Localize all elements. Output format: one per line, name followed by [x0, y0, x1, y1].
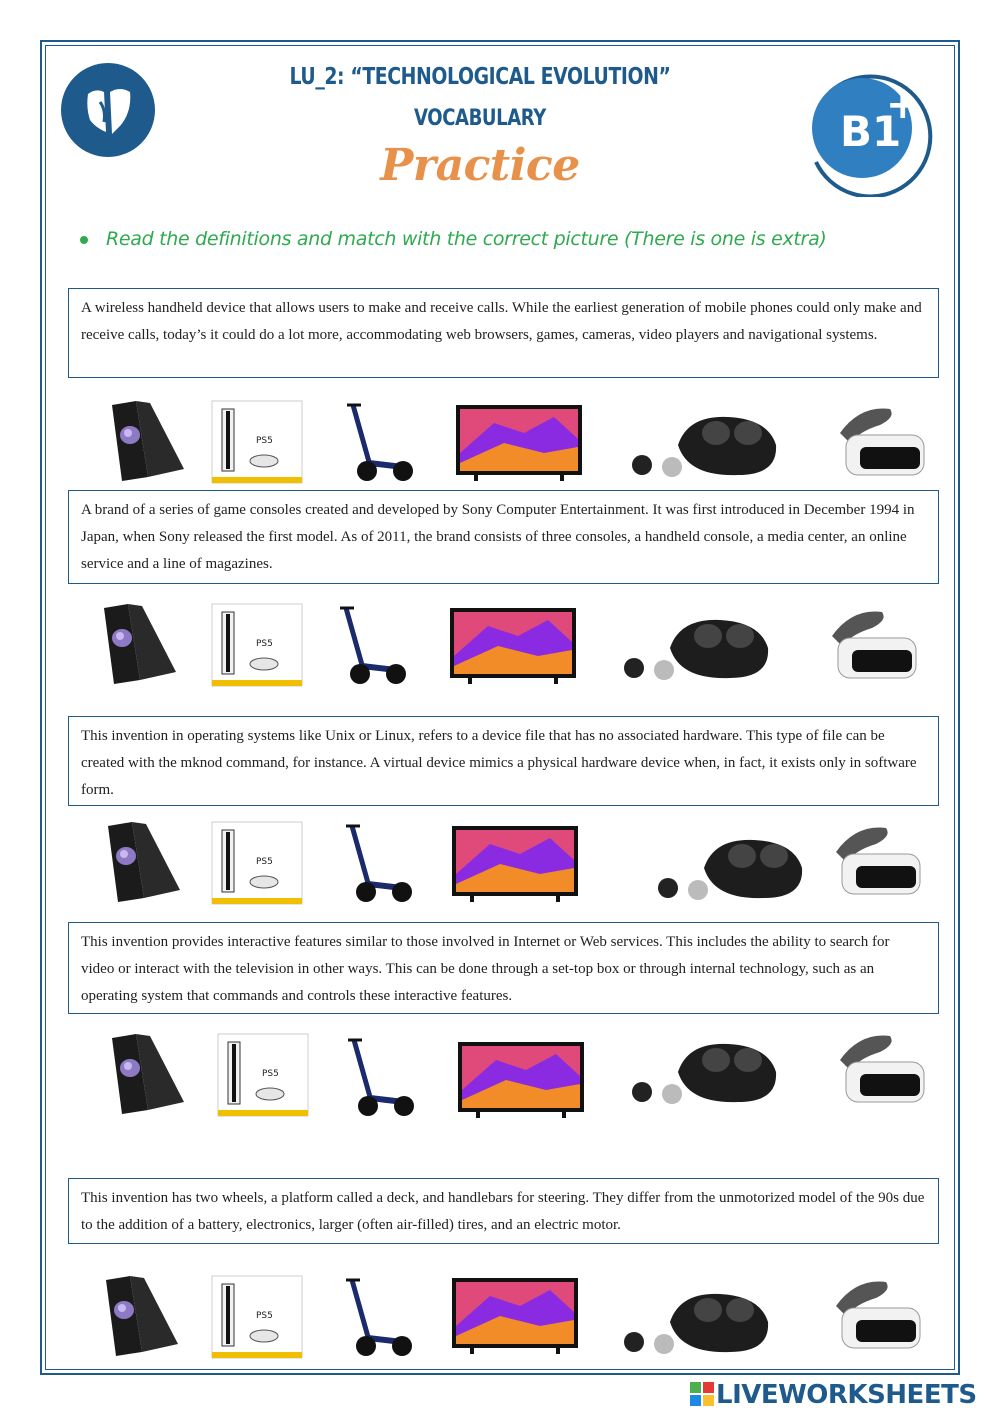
liveworksheets-brand	[690, 1380, 990, 1410]
electric-scooter-icon[interactable]	[343, 399, 413, 485]
wireless-earbuds-icon[interactable]	[620, 608, 780, 684]
flip-phone-icon[interactable]	[100, 1274, 180, 1358]
wireless-earbuds-icon[interactable]	[654, 828, 814, 904]
definition-box-4	[68, 922, 939, 1014]
electric-scooter-icon[interactable]	[342, 820, 412, 906]
definition-text: A wireless handheld device that allows users to make and receive calls. While the earliest generation of mobile phones could only make and receive calls, today’s it could do a lot more, accommodating web browsers, games, cameras, video players and navigational systems.	[81, 300, 922, 343]
smart-tv-icon[interactable]	[450, 1276, 580, 1356]
smart-tv-icon[interactable]	[456, 1040, 586, 1120]
picture-row-2	[68, 600, 939, 690]
practice-heading: Practice	[380, 140, 580, 191]
definition-box-2	[68, 490, 939, 584]
smart-tv-icon[interactable]	[454, 403, 584, 483]
vr-headset-icon[interactable]	[816, 822, 926, 902]
smart-tv-icon[interactable]	[450, 824, 580, 904]
instruction-text: Read the definitions and match with the correct picture (There is one is extra)	[106, 228, 827, 250]
vr-headset-icon[interactable]	[812, 606, 922, 686]
ps5-box-icon[interactable]	[208, 397, 308, 487]
electric-scooter-icon[interactable]	[336, 602, 406, 688]
wireless-earbuds-icon[interactable]	[620, 1282, 780, 1358]
ps5-box-icon[interactable]	[214, 1030, 314, 1120]
ps5-box-icon[interactable]	[208, 1272, 308, 1362]
badge-plus: +	[886, 82, 920, 128]
wireless-earbuds-icon[interactable]	[628, 1032, 788, 1108]
definition-box-5	[68, 1178, 939, 1244]
instruction	[80, 228, 940, 250]
picture-row-4	[68, 1030, 939, 1120]
flip-phone-icon[interactable]	[106, 1032, 186, 1116]
svg-text:PS5: PS5	[256, 857, 273, 867]
flip-phone-icon[interactable]	[102, 820, 182, 904]
vr-headset-icon[interactable]	[820, 403, 930, 483]
flip-phone-icon[interactable]	[98, 602, 178, 686]
ps5-box-icon[interactable]	[208, 818, 308, 908]
wireless-earbuds-icon[interactable]	[628, 405, 788, 481]
electric-scooter-icon[interactable]	[342, 1274, 412, 1360]
ps5-box-icon[interactable]	[208, 600, 308, 690]
definition-box-3	[68, 716, 939, 806]
picture-row-1	[68, 397, 939, 487]
liveworksheets-logo-icon	[690, 1382, 714, 1406]
svg-text:PS5: PS5	[256, 1311, 273, 1321]
picture-row-3	[68, 818, 939, 908]
worksheet-subtitle: VOCABULARY	[414, 106, 546, 131]
svg-text:PS5: PS5	[256, 639, 273, 649]
definition-text: This invention in operating systems like Unix or Linux, refers to a device file that has no associated hardware. This type of file can be created with the mknod command, for instance. A virtual device mimics a physical hardware device when, in fact, it exists only in software form.	[81, 728, 917, 798]
vr-headset-icon[interactable]	[816, 1276, 926, 1356]
smart-tv-icon[interactable]	[448, 606, 578, 686]
badge-text: B1	[840, 107, 902, 156]
electric-scooter-icon[interactable]	[344, 1034, 414, 1120]
vr-headset-icon[interactable]	[820, 1030, 930, 1110]
definition-text: This invention provides interactive features similar to those involved in Internet or Web services. This includes the ability to search for video or interact with the television in other ways. This can be done through a set-top box or through internal technology, such as an operating system that commands and controls these interactive features.	[81, 934, 890, 1004]
definition-box-1	[68, 288, 939, 378]
worksheet-title: LU_2: “TECHNOLOGICAL EVOLUTION”	[289, 64, 671, 90]
definition-text: This invention has two wheels, a platform called a deck, and handlebars for steering. They differ from the unmotorized model of the 90s due to the addition of a battery, electronics, larger (often air-filled) tires, and an electric motor.	[81, 1190, 925, 1233]
flip-phone-icon[interactable]	[106, 399, 186, 483]
svg-text:PS5: PS5	[256, 436, 273, 446]
brand-text: LIVEWORKSHEETS	[716, 1380, 977, 1410]
svg-text:PS5: PS5	[262, 1069, 279, 1079]
picture-row-5	[68, 1272, 939, 1362]
definition-text: A brand of a series of game consoles created and developed by Sony Computer Entertainment. It was first introduced in December 1994 in Japan, when Sony released the first model. As of 2011, the brand consists of three consoles, a handheld console, a media center, an online service and a line of magazines.	[81, 502, 915, 572]
bullet-icon	[80, 236, 88, 244]
